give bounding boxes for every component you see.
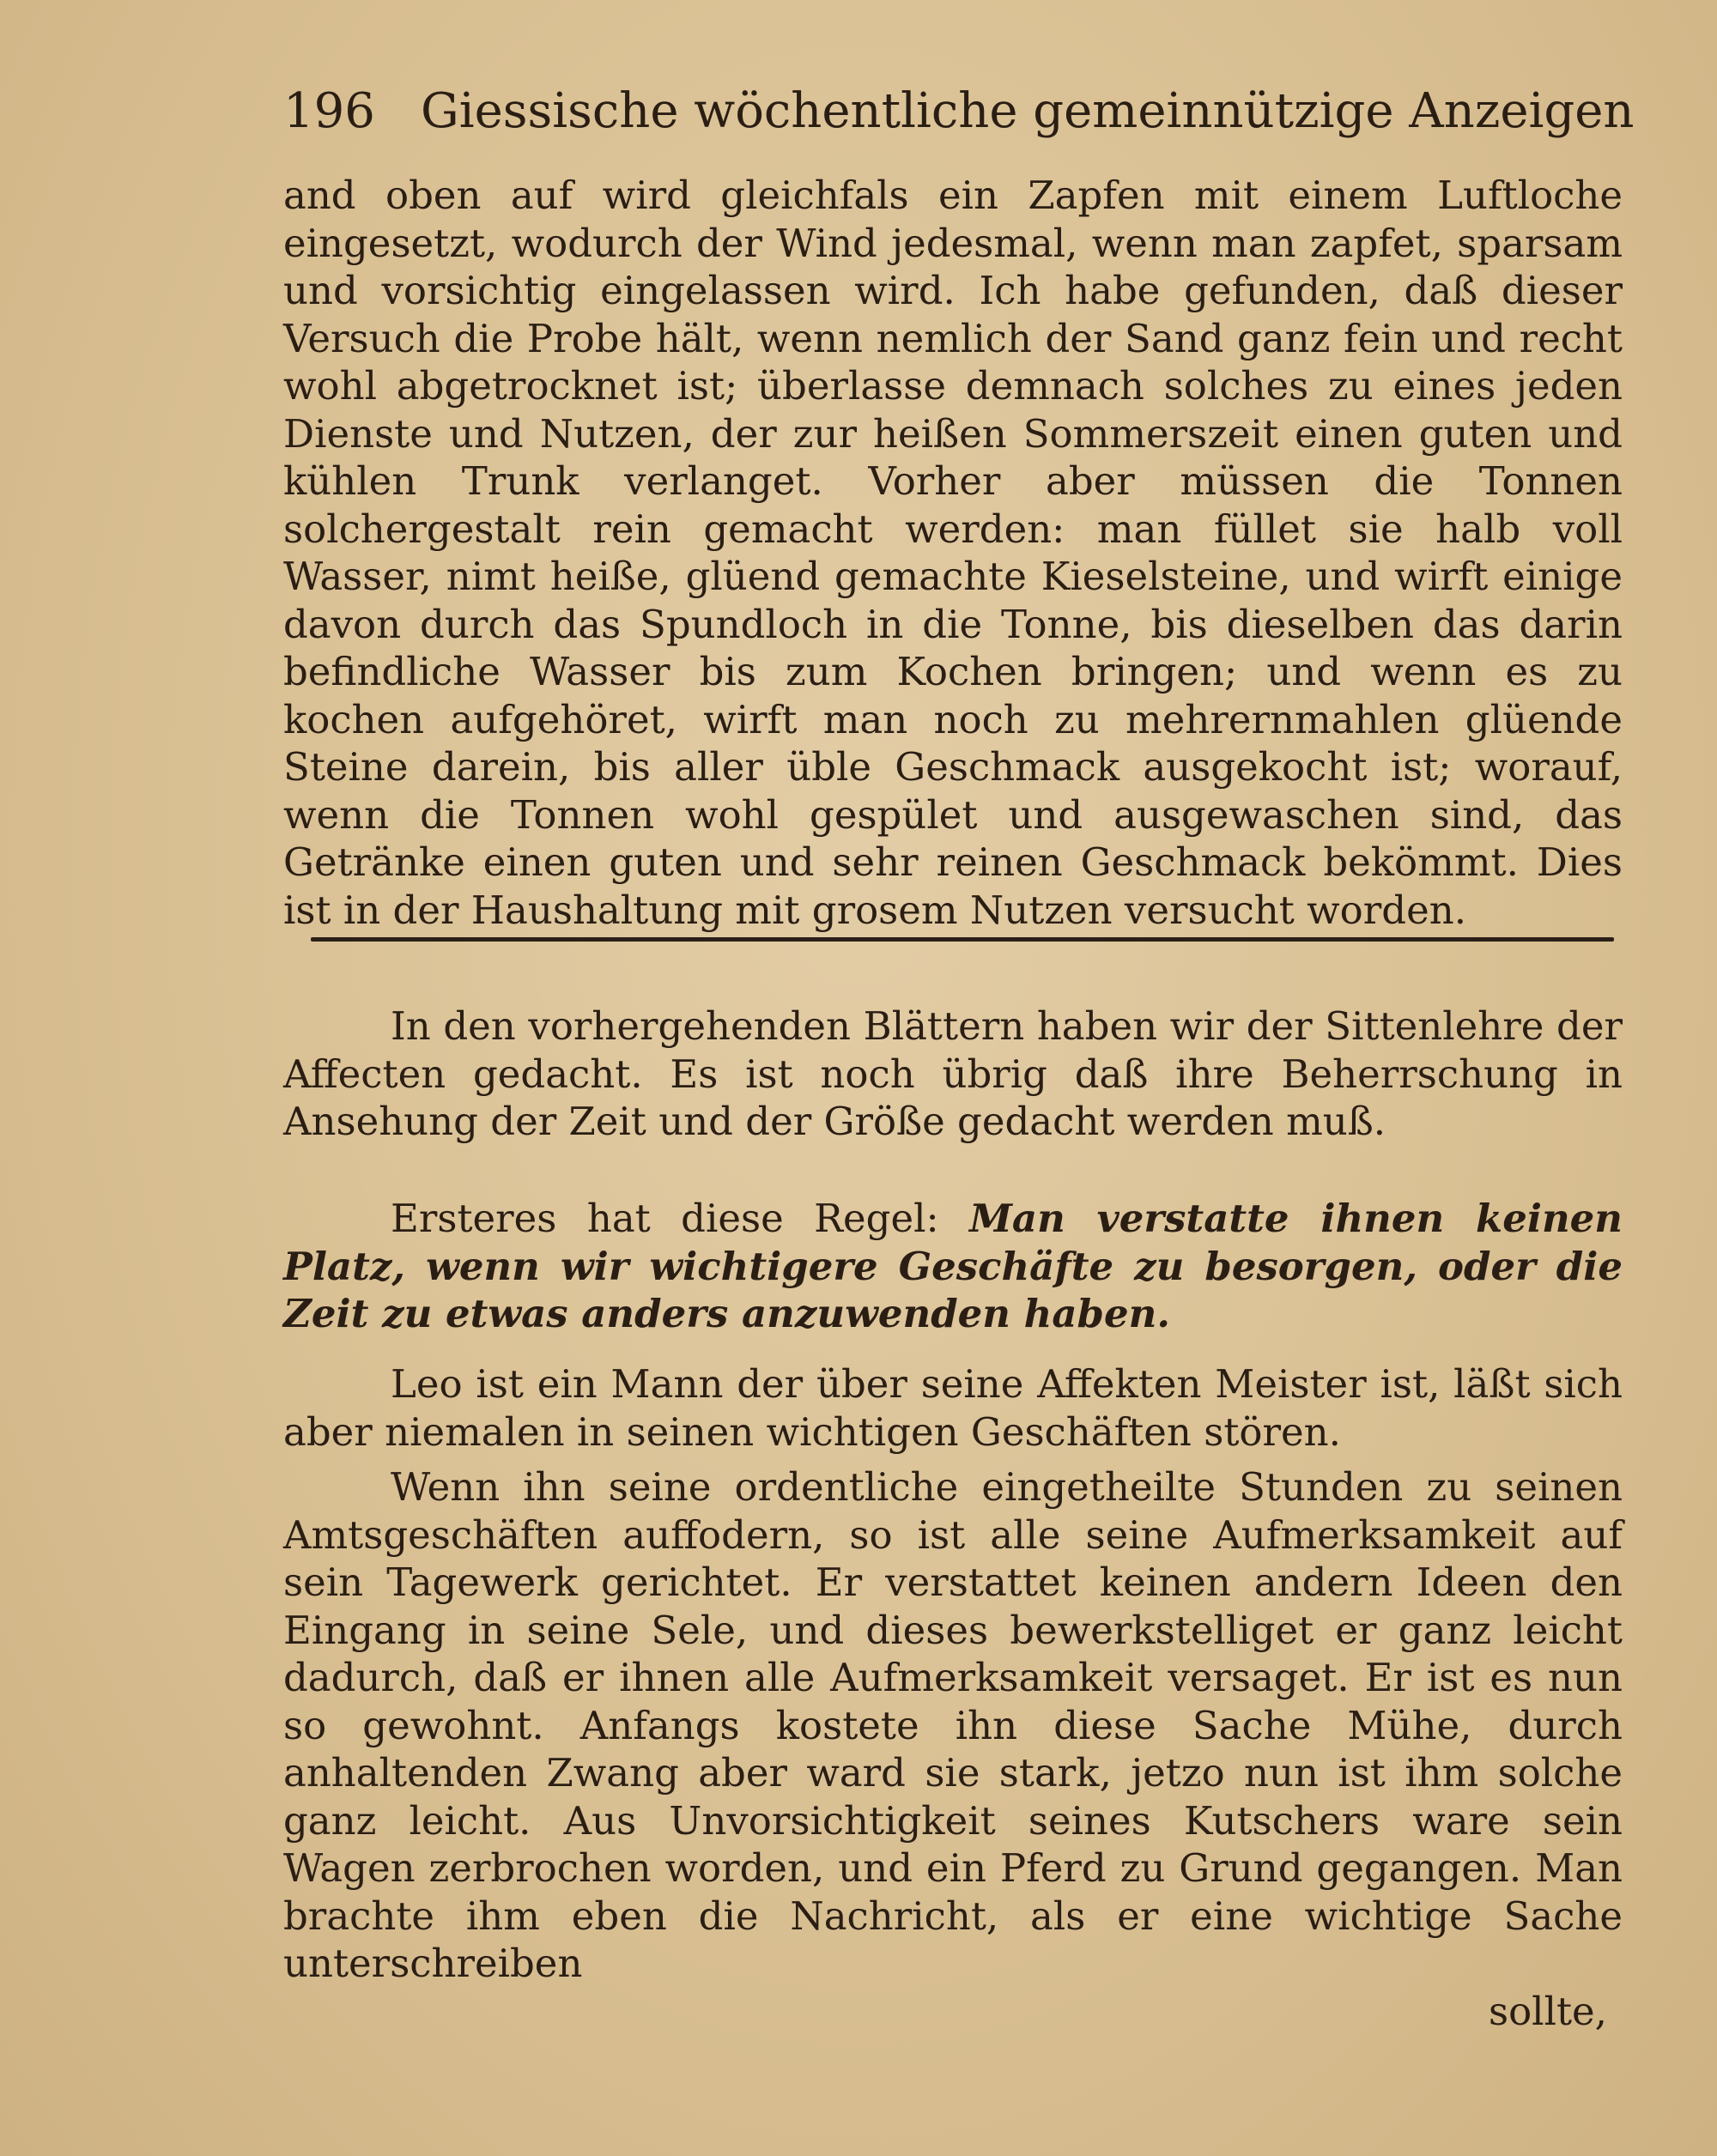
paragraph-duties: Wenn ihn seine ordentliche eingetheilte Stunden zu seinen Amtsgeschäften auffodern, so ist alle seine Aufmerksamkeit auf sein Tagewerk gerichtet. Er verstattet keinen andern Ideen den Eingang in seine Sele, und dieses bewerkstelliget er ganz leicht dadurch, daß er ihnen alle Aufmerksamkeit versaget. Er ist es nun so gewohnt. Anfangs kostete ihn diese Sache Mühe, durch anhaltenden Zwang aber ward sie stark, jetzo nun ist ihm solche ganz leicht. Aus Unvorsichtigkeit seines Kutschers ware sein Wagen zerbrochen worden, und ein Pferd zu Grund gegangen. Man brachte ihm eben die Nachricht, als er eine wichtige Sache unterschreiben [283,1464,1623,1986]
catchword: sollte, [1489,1988,1607,2034]
text-block-top [283,172,1623,934]
text-block-duties [283,1463,1623,2035]
paragraph-rule [283,1195,1623,1338]
rule-intro: Ersteres hat diese Regel: [391,1196,970,1241]
rule-statement: Man verstatte ihnen keinen Platz, wenn wir wichtigere Geschäfte zu besorgen, oder die Zeit zu etwas anders anzuwenden haben. [283,1196,1623,1336]
page-number: 196 [283,83,375,139]
paragraph-affects-intro: In den vorhergehenden Blättern haben wir der Sittenlehre der Affecten gedacht. Es ist noch übrig daß ihre Beherrschung in Ansehung der Zeit und der Größe gedacht werden muß. [283,1003,1623,1144]
paragraph-leo: Leo ist ein Mann der über seine Affekten Meister ist, läßt sich aber niemalen in seinen wichtigen Geschäften stören. [283,1361,1623,1455]
text-block-leo [283,1360,1623,1456]
running-title: Giessische wöchentliche gemeinnützige Anzeigen [421,83,1635,139]
running-header [283,82,1635,142]
text-block-affects-intro [283,1002,1623,1146]
paragraph-sand-barrel: and oben auf wird gleichfals ein Zapfen mit einem Luftloche eingesetzt, wodurch der Wind jedesmal, wenn man zapfet, sparsam und vorsichtig eingelassen wird. Ich habe gefunden, daß dieser Versuch die Probe hält, wenn nemlich der Sand ganz fein und recht wohl abgetrocknet ist; überlasse demnach solches zu eines jeden Dienste und Nutzen, der zur heißen Sommerszeit einen guten und kühlen Trunk verlanget. Vorher aber müssen die Tonnen solchergestalt rein gemacht werden: man füllet sie halb voll Wasser, nimt heiße, glüend gemachte Kieselsteine, und wirft einige davon durch das Spundloch in die Tonne, bis dieselben das darin befindliche Wasser bis zum Kochen bringen; und wenn es zu kochen aufgehöret, wirft man noch zu mehrernmahlen glüende Steine darein, bis aller üble Geschmack ausgekocht ist; worauf, wenn die Tonnen wohl gespület und ausgewaschen sind, das Getränke einen guten und sehr reinen Geschmack bekömmt. Dies ist in der Haushaltung mit grosem Nutzen versucht worden. [283,173,1623,933]
text-block-rule [283,1195,1623,1338]
section-divider [311,937,1614,942]
